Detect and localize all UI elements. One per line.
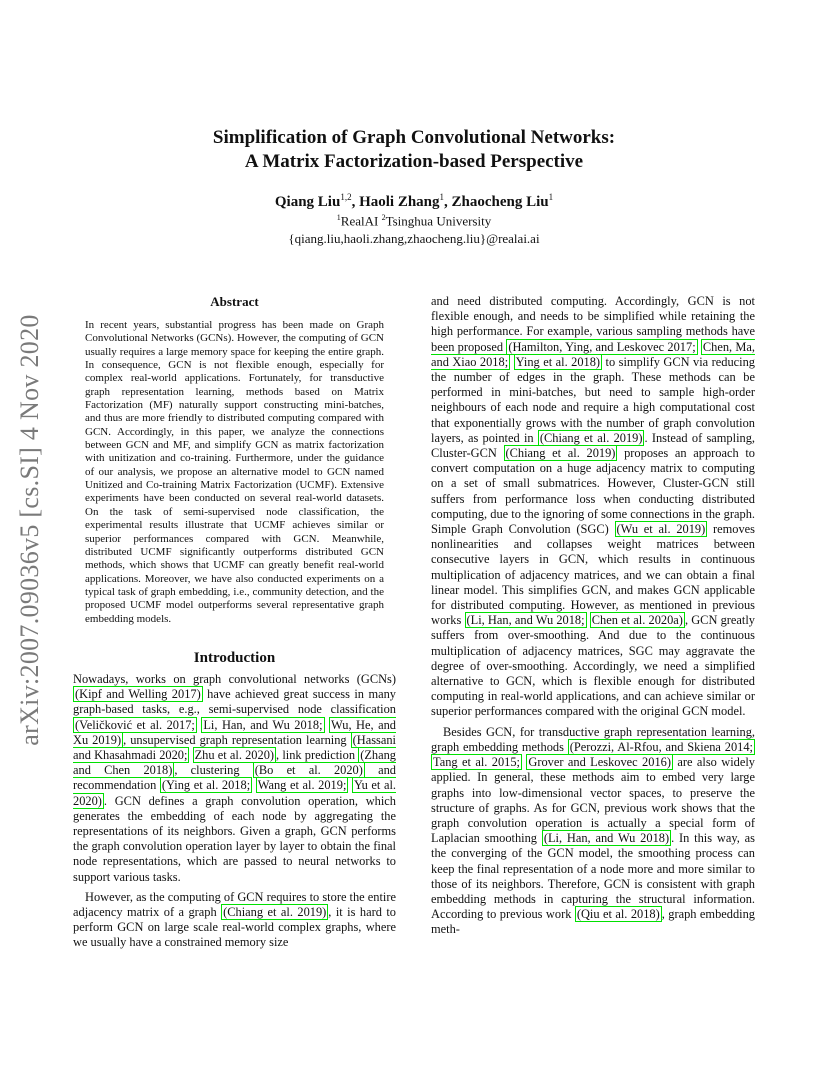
- author-affil-mark: 1: [439, 192, 445, 202]
- body-text: , clustering: [174, 763, 253, 778]
- body-text: proposes an approach to convert computation on a huge adjacency matrix to computing on a set of small submatrices. However, Cluster-GCN still suffers from performance loss when conducting distributed computing, due to the ignoring of some connections in the graph. Simple Graph Convolution (SGC): [431, 446, 755, 537]
- body-text: to simplify GCN via reducing the number of edges in the graph. These methods can be performed in mini-batches, but need to sample high-order neighbours of each node and require a high computational cost that exponentially grows with the number of graph convolution layers, as pointed in: [431, 354, 755, 445]
- citation-link[interactable]: Tang et al. 2015;: [433, 755, 520, 770]
- intro-paragraph: [73, 672, 396, 885]
- citation-link[interactable]: (Li, Han, and Wu 2018): [543, 831, 670, 846]
- body-text: . In this way, as the converging of the GCN model, the smoothing process can keep the final representation of a node more and more similar to those of its neighbors. Therefore, GCN is consistent with graph embedding methods in capturing the structural information. According to previous work: [431, 831, 755, 922]
- arxiv-identifier: arXiv:2007.09036v5 [cs.SI] 4 Nov 2020: [15, 314, 44, 746]
- body-text: and recommendation: [73, 763, 396, 793]
- body-text: However, as the computing of GCN requires to store the entire adjacency matrix of a graph: [73, 889, 396, 919]
- citation-link[interactable]: (Hassani and Khasahmadi 2020;: [73, 732, 396, 762]
- body-text: Nowadays, works on graph convolutional networks (GCNs): [73, 671, 396, 686]
- body-text: and need distributed computing. Accordingly, GCN is not flexible enough, and needs to be simplified while retaining the high performance. For example, various sampling methods have been proposed: [431, 294, 755, 354]
- author-emails: {qiang.liu,haoli.zhang,zhaocheng.liu}@realai.ai: [288, 231, 540, 246]
- affiliation: RealAI: [340, 213, 382, 229]
- body-text: , link prediction: [276, 747, 359, 762]
- citation-link[interactable]: (Chiang et al. 2019): [539, 430, 643, 445]
- citation-link[interactable]: (Veličković et al. 2017;: [75, 717, 195, 732]
- citation-link[interactable]: Yu et al. 2020): [73, 778, 397, 808]
- body-text: have achieved great success in many graph-based tasks, e.g., semi-supervised node classification: [73, 687, 396, 717]
- left-column: [73, 294, 396, 951]
- affiliations: [90, 213, 738, 229]
- citation-link[interactable]: Grover and Leskovec 2016): [528, 755, 671, 770]
- citation-link[interactable]: (Li, Han, and Wu 2018;: [466, 613, 585, 628]
- citation-link[interactable]: Chen, Ma, and Xiao 2018;: [431, 339, 755, 369]
- body-text: are also widely applied. In general, these methods aim to embed very large graphs into low-dimensional vector spaces, to preserve the structure of graphs. As for GCN, previous work shows that the graph convolution operation is actually a special form of Laplacian smoothing: [431, 755, 755, 846]
- author-affil-mark: 1,2: [340, 192, 352, 202]
- abstract-heading: Abstract: [210, 294, 259, 309]
- body-text: , unsupervised graph representation learning: [123, 732, 351, 747]
- body-text: removes nonlinearities and collapses weight matrices between consecutive layers in GCN, which results in continuous multiplication of adjacency matrices, and we can obtain a final linear model. This simplifies GCN, and makes GCN applicable for distributed computing. However, as mentioned in previous works: [431, 522, 756, 628]
- citation-link[interactable]: Chen et al. 2020a): [591, 613, 683, 628]
- citation-link[interactable]: (Zhang and Chen 2018): [73, 747, 396, 778]
- author-list: Qiang Liu$^{1,2}$, Haoli Zhang$^1$, Zhaocheng Liu$^1$: [274, 192, 554, 210]
- body-text: . GCN defines a graph convolution operation, which generates the embedding of each node by aggregating the representations of its neighbors. Given a graph, GCN performs the graph convolution operation layer by layer to obtain the final node representations, which are passed to neural networks to support various tasks.: [73, 793, 396, 884]
- paper-title: [90, 126, 738, 174]
- citation-link[interactable]: (Perozzi, Al-Rfou, and Skiena 2014;: [569, 739, 753, 754]
- citation-link[interactable]: (Kipf and Welling 2017): [75, 687, 201, 702]
- abstract-text: In recent years, substantial progress has been made on Graph Convolutional Networks (GCNs). However, the computing of GCN usually requires a large memory space for keeping the entire graph. In consequence, GCN is not flexible enough, especially for complex real-world applications. Fortunately, for transductive graph representation learning, methods based on Matrix Factorization (MF) naturally support constructing mini-batches, and thus are more friendly to distributed computing compared with GCN. Accordingly, in this paper, we analyze the connections between GCN and MF, and simplify GCN as matrix factorization with unitization and co-training. Furthermore, under the guidance of our analysis, we propose an alternative model to GCN named Unitized and Co-training Matrix Factorization (UCMF). Extensive experiments have been conducted on several real-world datasets. On the task of semi-supervised node classification, the experimental results illustrate that UCMF achieves similar or superior performances compared with GCN. Meanwhile, distributed UCMF significantly outperforms distributed GCN methods, which shows that UCMF can greatly benefit real-world applications. Moreover, we have also conducted experiments on a typical task of graph embedding, i.e., community detection, and the proposed UCMF model outperforms several representative graph embedding models.: [85, 319, 384, 625]
- title-line-1: Simplification of Graph Convolutional Networks:: [212, 127, 616, 148]
- citation-link[interactable]: (Ying et al. 2018;: [161, 778, 251, 793]
- citation-link[interactable]: (Bo et al. 2020): [254, 763, 363, 778]
- body-text: , it is hard to perform GCN on large scale real-world complex graphs, where we usually have a constrained memory size: [73, 904, 396, 950]
- author-name: Qiang Liu: [274, 194, 341, 210]
- intro-paragraph: [73, 890, 396, 951]
- citation-link[interactable]: Ying et al. 2018): [515, 354, 601, 369]
- citation-link[interactable]: Li, Han, and Wu 2018;: [203, 717, 323, 732]
- right-column: [431, 294, 755, 938]
- intro-paragraph: [431, 725, 755, 938]
- author-affil-mark: 1: [548, 192, 554, 202]
- body-text: , graph embedding meth-: [431, 907, 755, 937]
- body-text: . Instead of sampling, Cluster-GCN: [431, 430, 756, 461]
- intro-paragraph: [431, 294, 755, 720]
- citation-link[interactable]: (Chiang et al. 2019): [505, 446, 616, 461]
- author-name: Haoli Zhang: [359, 194, 440, 210]
- body-text: Besides GCN, for transductive graph representation learning, graph embedding methods: [431, 724, 755, 754]
- affiliation: Tsinghua University: [385, 213, 492, 229]
- introduction-heading: Introduction: [193, 649, 276, 666]
- affil-mark: 1: [336, 213, 341, 222]
- arxiv-sidebar: [10, 290, 50, 770]
- citation-link[interactable]: (Wu et al. 2019): [616, 522, 706, 537]
- citation-link[interactable]: Wang et al. 2019;: [257, 778, 347, 793]
- title-line-2: A Matrix Factorization-based Perspective: [244, 151, 584, 172]
- citation-link[interactable]: (Qiu et al. 2018): [576, 907, 660, 922]
- citation-link[interactable]: (Hamilton, Ying, and Leskovec 2017;: [508, 339, 696, 354]
- author-name: Zhaocheng Liu: [451, 194, 549, 210]
- affil-mark: 2: [381, 213, 386, 222]
- citation-link[interactable]: Zhu et al. 2020): [194, 747, 275, 762]
- citation-link[interactable]: (Chiang et al. 2019): [223, 904, 327, 919]
- body-text: , GCN greatly suffers from over-smoothing. And due to the continuous multiplication of adjacency matrices, SGC may aggravate the degree of over-smoothing. Accordingly, we need a simplified alternative to GCN, which is flexible enough for distributed computing in real-world applications, and can achieve similar or superior performances compared with the original GCN model.: [431, 613, 755, 719]
- citation-link[interactable]: Wu, He, and Xu 2019): [73, 717, 396, 747]
